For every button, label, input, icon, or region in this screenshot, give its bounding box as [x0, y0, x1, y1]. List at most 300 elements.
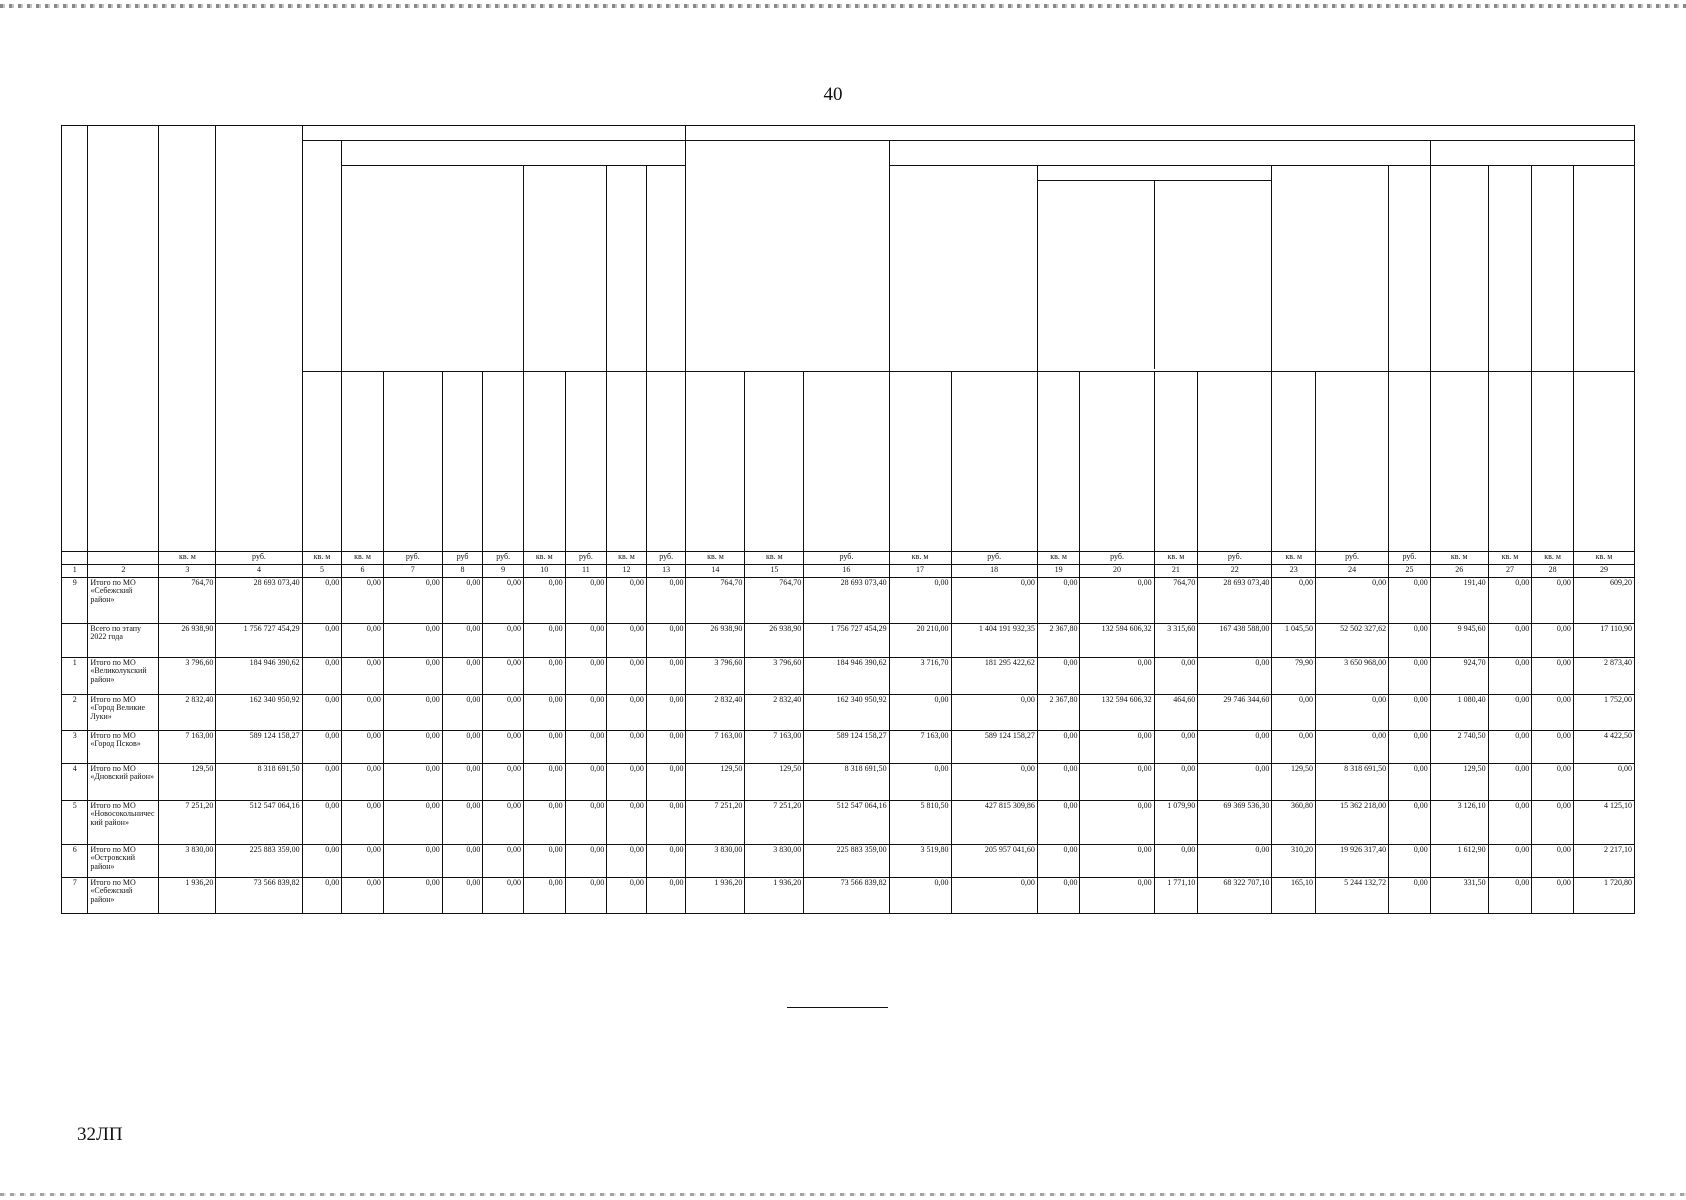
- column-number: 19: [1037, 565, 1080, 578]
- table-row: [62, 658, 1635, 695]
- value-cell: 26 938,90: [686, 624, 745, 658]
- unit-cell: руб.: [383, 552, 442, 565]
- value-cell: 0,00: [951, 578, 1037, 624]
- column-number: 14: [686, 565, 745, 578]
- value-cell: 0,00: [565, 624, 607, 658]
- value-cell: 0,00: [1198, 845, 1272, 878]
- value-cell: 0,00: [383, 878, 442, 914]
- column-number: 5: [302, 565, 342, 578]
- value-cell: 0,00: [951, 878, 1037, 914]
- value-cell: 0,00: [1488, 731, 1532, 764]
- document-code: 32ЛП: [77, 1124, 123, 1145]
- header-group-a: [302, 126, 686, 141]
- value-cell: 0,00: [1080, 731, 1154, 764]
- header-b-exchange: [1573, 166, 1634, 372]
- value-cell: 0,00: [442, 731, 483, 764]
- unit-cell: кв. м: [1037, 552, 1080, 565]
- value-cell: 0,00: [1080, 658, 1154, 695]
- value-cell: 0,00: [302, 731, 342, 764]
- scan-edge-bottom: [0, 1193, 1686, 1196]
- value-cell: 589 124 158,27: [951, 731, 1037, 764]
- value-cell: 0,00: [1573, 764, 1634, 801]
- value-cell: 0,00: [523, 731, 565, 764]
- closing-rule: [787, 1007, 888, 1008]
- value-cell: 0,00: [1316, 731, 1389, 764]
- header-col-14: [686, 372, 745, 552]
- unit-cell: руб.: [1198, 552, 1272, 565]
- value-cell: 3 650 968,00: [1316, 658, 1389, 695]
- value-cell: 1 756 727 454,29: [804, 624, 889, 658]
- value-cell: 0,00: [1488, 801, 1532, 845]
- value-cell: 0,00: [646, 624, 686, 658]
- value-cell: 0,00: [523, 578, 565, 624]
- value-cell: 73 566 839,82: [216, 878, 302, 914]
- value-cell: 0,00: [565, 764, 607, 801]
- value-cell: 0,00: [1389, 845, 1431, 878]
- table-body: [62, 578, 1635, 914]
- value-cell: 609,20: [1573, 578, 1634, 624]
- row-number: 9: [62, 578, 88, 624]
- header-b-buy-dev-service: [1155, 181, 1271, 369]
- row-municipality: Итого по МО «Себежский район»: [88, 878, 159, 914]
- row-number: 6: [62, 845, 88, 878]
- value-cell: 0,00: [483, 801, 524, 845]
- value-cell: 2 740,50: [1430, 731, 1488, 764]
- value-cell: 129,50: [159, 764, 216, 801]
- value-cell: 0,00: [565, 658, 607, 695]
- value-cell: 0,00: [342, 658, 384, 695]
- column-number: 7: [383, 565, 442, 578]
- value-cell: 7 251,20: [686, 801, 745, 845]
- value-cell: 2 367,80: [1037, 624, 1080, 658]
- value-cell: 0,00: [1532, 845, 1574, 878]
- value-cell: 8 318 691,50: [804, 764, 889, 801]
- value-cell: 0,00: [302, 801, 342, 845]
- value-cell: 0,00: [483, 764, 524, 801]
- value-cell: 0,00: [1198, 764, 1272, 801]
- value-cell: 73 566 839,82: [804, 878, 889, 914]
- value-cell: 0,00: [342, 695, 384, 731]
- header-col-24: [1316, 372, 1389, 552]
- value-cell: 20 210,00: [889, 624, 951, 658]
- value-cell: 0,00: [1080, 845, 1154, 878]
- value-cell: 0,00: [1389, 695, 1431, 731]
- value-cell: 0,00: [483, 578, 524, 624]
- header-col-7: [383, 372, 442, 552]
- value-cell: 0,00: [523, 878, 565, 914]
- value-cell: 68 322 707,10: [1198, 878, 1272, 914]
- value-cell: 0,00: [1532, 764, 1574, 801]
- header-col-11: [565, 372, 607, 552]
- row-number: 1: [62, 658, 88, 695]
- value-cell: 0,00: [383, 731, 442, 764]
- header-b-buy-dev-title: [1038, 166, 1272, 181]
- row-number: 7: [62, 878, 88, 914]
- column-number: 18: [951, 565, 1037, 578]
- value-cell: 0,00: [607, 658, 647, 695]
- value-cell: 0,00: [1037, 658, 1080, 695]
- value-cell: 7 163,00: [159, 731, 216, 764]
- value-cell: 0,00: [1389, 731, 1431, 764]
- value-cell: 0,00: [607, 801, 647, 845]
- value-cell: 0,00: [1532, 731, 1574, 764]
- value-cell: 0,00: [1488, 695, 1532, 731]
- value-cell: 2 832,40: [159, 695, 216, 731]
- value-cell: 28 693 073,40: [1198, 578, 1272, 624]
- value-cell: 3 830,00: [686, 845, 745, 878]
- value-cell: 79,90: [1272, 658, 1316, 695]
- column-number: 16: [804, 565, 889, 578]
- value-cell: 0,00: [302, 845, 342, 878]
- value-cell: 17 110,90: [1573, 624, 1634, 658]
- value-cell: 0,00: [383, 801, 442, 845]
- value-cell: 0,00: [442, 695, 483, 731]
- value-cell: 0,00: [1389, 624, 1431, 658]
- value-cell: 5 244 132,72: [1316, 878, 1389, 914]
- value-cell: 0,00: [565, 878, 607, 914]
- value-cell: 162 340 950,92: [804, 695, 889, 731]
- header-col-25: [1389, 372, 1431, 552]
- unit-cell: кв. м: [607, 552, 647, 565]
- column-number: 23: [1272, 565, 1316, 578]
- value-cell: 28 693 073,40: [216, 578, 302, 624]
- table-row: [62, 624, 1635, 658]
- value-cell: 0,00: [342, 845, 384, 878]
- units-row: [62, 552, 1635, 565]
- value-cell: 0,00: [483, 731, 524, 764]
- value-cell: 3 830,00: [745, 845, 804, 878]
- unit-cell: кв. м: [686, 552, 745, 565]
- value-cell: 3 830,00: [159, 845, 216, 878]
- value-cell: 129,50: [1272, 764, 1316, 801]
- value-cell: 7 163,00: [889, 731, 951, 764]
- value-cell: 0,00: [1080, 878, 1154, 914]
- column-number: 17: [889, 565, 951, 578]
- row-number: 4: [62, 764, 88, 801]
- value-cell: 0,00: [1198, 731, 1272, 764]
- value-cell: 0,00: [1272, 695, 1316, 731]
- value-cell: 0,00: [302, 658, 342, 695]
- row-municipality: Итого по МО «Город Великие Луки»: [88, 695, 159, 731]
- header-total-cost: [216, 126, 302, 552]
- value-cell: 0,00: [1488, 578, 1532, 624]
- table-row: [62, 801, 1635, 845]
- value-cell: 764,70: [159, 578, 216, 624]
- value-cell: 0,00: [951, 764, 1037, 801]
- value-cell: 0,00: [646, 658, 686, 695]
- header-col-6: [342, 372, 384, 552]
- row-municipality: Итого по МО «Новосокольнический район»: [88, 801, 159, 845]
- value-cell: 0,00: [1037, 764, 1080, 801]
- column-number: 28: [1532, 565, 1574, 578]
- header-b-total: [686, 141, 889, 372]
- value-cell: 0,00: [1037, 731, 1080, 764]
- header-col-16: [804, 372, 889, 552]
- value-cell: 589 124 158,27: [216, 731, 302, 764]
- table-row: [62, 878, 1635, 914]
- value-cell: 0,00: [442, 764, 483, 801]
- value-cell: 0,00: [1037, 845, 1080, 878]
- value-cell: 5 810,50: [889, 801, 951, 845]
- value-cell: 0,00: [342, 801, 384, 845]
- resettlement-table: [61, 125, 1635, 914]
- value-cell: 0,00: [523, 845, 565, 878]
- value-cell: 0,00: [442, 845, 483, 878]
- value-cell: 0,00: [1488, 878, 1532, 914]
- column-number: 22: [1198, 565, 1272, 578]
- value-cell: 0,00: [442, 878, 483, 914]
- scan-edge-top: [0, 4, 1686, 8]
- value-cell: 0,00: [1080, 801, 1154, 845]
- value-cell: 0,00: [442, 578, 483, 624]
- unit-cell: кв. м: [1573, 552, 1634, 565]
- row-municipality: Итого по МО «Себежский район»: [88, 578, 159, 624]
- unit-cell: руб.: [646, 552, 686, 565]
- value-cell: 0,00: [607, 731, 647, 764]
- column-number: 2: [88, 565, 159, 578]
- value-cell: 129,50: [1430, 764, 1488, 801]
- value-cell: 184 946 390,62: [216, 658, 302, 695]
- value-cell: 2 832,40: [686, 695, 745, 731]
- value-cell: 15 362 218,00: [1316, 801, 1389, 845]
- table-header: [62, 126, 1635, 578]
- value-cell: 0,00: [889, 578, 951, 624]
- value-cell: 310,20: [1272, 845, 1316, 878]
- column-number: 8: [442, 565, 483, 578]
- value-cell: 3 519,80: [889, 845, 951, 878]
- value-cell: 0,00: [607, 764, 647, 801]
- value-cell: 3 796,60: [159, 658, 216, 695]
- unit-cell: руб.: [216, 552, 302, 565]
- value-cell: 0,00: [342, 731, 384, 764]
- value-cell: 2 873,40: [1573, 658, 1634, 695]
- column-number: 13: [646, 565, 686, 578]
- row-municipality: Итого по МО «Дновский район»: [88, 764, 159, 801]
- value-cell: 0,00: [383, 845, 442, 878]
- value-cell: 7 251,20: [159, 801, 216, 845]
- value-cell: 225 883 359,00: [216, 845, 302, 878]
- value-cell: 0,00: [565, 801, 607, 845]
- value-cell: 512 547 064,16: [804, 801, 889, 845]
- value-cell: 0,00: [607, 695, 647, 731]
- value-cell: 28 693 073,40: [804, 578, 889, 624]
- value-cell: 0,00: [646, 764, 686, 801]
- value-cell: 0,00: [383, 764, 442, 801]
- value-cell: 0,00: [483, 624, 524, 658]
- header-col-12: [607, 372, 647, 552]
- value-cell: 29 746 344,60: [1198, 695, 1272, 731]
- value-cell: 764,70: [686, 578, 745, 624]
- value-cell: 0,00: [1037, 878, 1080, 914]
- header-col-21: [1154, 372, 1198, 552]
- column-number: 9: [483, 565, 524, 578]
- header-no: [62, 126, 88, 552]
- value-cell: 1 404 191 932,35: [951, 624, 1037, 658]
- column-numbers-row: [62, 565, 1635, 578]
- unit-cell: руб.: [565, 552, 607, 565]
- header-total-area: [159, 126, 216, 552]
- row-number: 3: [62, 731, 88, 764]
- value-cell: 3 315,60: [1154, 624, 1198, 658]
- value-cell: 3 796,60: [686, 658, 745, 695]
- value-cell: 0,00: [1316, 578, 1389, 624]
- row-municipality: Итого по МО «Великолукский район»: [88, 658, 159, 695]
- value-cell: 0,00: [1532, 624, 1574, 658]
- value-cell: 0,00: [342, 878, 384, 914]
- unit-cell: кв. м: [1430, 552, 1488, 565]
- value-cell: 3 796,60: [745, 658, 804, 695]
- header-group-b: [686, 126, 1635, 141]
- value-cell: 0,00: [1488, 764, 1532, 801]
- value-cell: 0,00: [1532, 658, 1574, 695]
- header-a-incl: [342, 141, 686, 166]
- unit-cell: кв. м: [1154, 552, 1198, 565]
- value-cell: 0,00: [1154, 764, 1198, 801]
- header-col-13: [646, 372, 686, 552]
- row-number: 2: [62, 695, 88, 731]
- value-cell: 26 938,90: [159, 624, 216, 658]
- value-cell: 4 125,10: [1573, 801, 1634, 845]
- table-row: [62, 845, 1635, 878]
- value-cell: 0,00: [342, 764, 384, 801]
- value-cell: 0,00: [1080, 578, 1154, 624]
- row-number: [62, 624, 88, 658]
- column-number: 27: [1488, 565, 1532, 578]
- unit-cell: руб.: [1316, 552, 1389, 565]
- unit-cell: руб.: [483, 552, 524, 565]
- header-b-buy-dev: [1037, 166, 1272, 372]
- value-cell: 1 612,90: [1430, 845, 1488, 878]
- value-cell: 0,00: [342, 624, 384, 658]
- table-row: [62, 578, 1635, 624]
- value-cell: 360,80: [1272, 801, 1316, 845]
- value-cell: 0,00: [1488, 658, 1532, 695]
- value-cell: 427 815 309,86: [951, 801, 1037, 845]
- value-cell: 1 771,10: [1154, 878, 1198, 914]
- value-cell: 0,00: [1037, 578, 1080, 624]
- header-a-provision: [646, 166, 686, 372]
- column-number: 15: [745, 565, 804, 578]
- unit-cell: кв. м: [889, 552, 951, 565]
- value-cell: 0,00: [442, 624, 483, 658]
- value-cell: 1 936,20: [159, 878, 216, 914]
- value-cell: 1 936,20: [686, 878, 745, 914]
- row-municipality: Итого по МО «Город Псков»: [88, 731, 159, 764]
- value-cell: 0,00: [1272, 578, 1316, 624]
- column-number: 26: [1430, 565, 1488, 578]
- header-col-23: [1272, 372, 1316, 552]
- value-cell: 0,00: [1154, 845, 1198, 878]
- value-cell: 0,00: [442, 658, 483, 695]
- header-b-further: [1430, 141, 1634, 166]
- value-cell: 132 594 606,32: [1080, 624, 1154, 658]
- value-cell: 1 720,80: [1573, 878, 1634, 914]
- table-row: [62, 695, 1635, 731]
- value-cell: 0,00: [646, 695, 686, 731]
- value-cell: 464,60: [1154, 695, 1198, 731]
- value-cell: 0,00: [951, 695, 1037, 731]
- page-number: 40: [823, 84, 843, 105]
- value-cell: 2 832,40: [745, 695, 804, 731]
- unit-cell: руб.: [951, 552, 1037, 565]
- value-cell: 0,00: [1532, 878, 1574, 914]
- header-b-buy-cost: [1389, 166, 1431, 372]
- value-cell: 132 594 606,32: [1080, 695, 1154, 731]
- header-col-10: [523, 372, 565, 552]
- value-cell: 4 422,50: [1573, 731, 1634, 764]
- row-municipality: Всего по этапу 2022 года: [88, 624, 159, 658]
- value-cell: 589 124 158,27: [804, 731, 889, 764]
- column-number: 29: [1573, 565, 1634, 578]
- unit-cell: руб: [442, 552, 483, 565]
- header-col-9: [483, 372, 524, 552]
- unit-cell: кв. м: [1488, 552, 1532, 565]
- value-cell: 19 926 317,40: [1316, 845, 1389, 878]
- unit-cell: руб.: [1080, 552, 1154, 565]
- unit-cell: кв. м: [523, 552, 565, 565]
- header-col-17: [889, 372, 951, 552]
- value-cell: 764,70: [745, 578, 804, 624]
- value-cell: 0,00: [889, 878, 951, 914]
- column-number: 21: [1154, 565, 1198, 578]
- column-number: 20: [1080, 565, 1154, 578]
- value-cell: 0,00: [1532, 801, 1574, 845]
- unit-cell: кв. м: [745, 552, 804, 565]
- header-b-social: [1430, 166, 1488, 372]
- value-cell: 0,00: [523, 801, 565, 845]
- unit-cell: руб.: [1389, 552, 1431, 565]
- header-col-22: [1198, 372, 1272, 552]
- column-number: 25: [1389, 565, 1431, 578]
- value-cell: 8 318 691,50: [216, 764, 302, 801]
- header-b-buy-nondev: [1272, 166, 1389, 372]
- value-cell: 0,00: [565, 731, 607, 764]
- value-cell: 0,00: [383, 578, 442, 624]
- value-cell: 2 217,10: [1573, 845, 1634, 878]
- value-cell: 0,00: [483, 845, 524, 878]
- value-cell: 3 126,10: [1430, 801, 1488, 845]
- value-cell: 8 318 691,50: [1316, 764, 1389, 801]
- unit-cell: кв. м: [342, 552, 384, 565]
- value-cell: 0,00: [1389, 764, 1431, 801]
- header-col-29: [1573, 372, 1634, 552]
- value-cell: 225 883 359,00: [804, 845, 889, 878]
- header-a-free: [607, 166, 647, 372]
- value-cell: 184 946 390,62: [804, 658, 889, 695]
- value-cell: 0,00: [1272, 731, 1316, 764]
- value-cell: 0,00: [1488, 845, 1532, 878]
- value-cell: 1 936,20: [745, 878, 804, 914]
- header-municipality: [88, 126, 159, 552]
- value-cell: 0,00: [1389, 801, 1431, 845]
- column-number: 10: [523, 565, 565, 578]
- header-b-lease1: [1488, 166, 1532, 372]
- value-cell: 0,00: [646, 845, 686, 878]
- header-b-buy-dev-constr: [1038, 181, 1155, 369]
- value-cell: 9 945,60: [1430, 624, 1488, 658]
- value-cell: 0,00: [1198, 658, 1272, 695]
- value-cell: 0,00: [646, 878, 686, 914]
- value-cell: 1 079,90: [1154, 801, 1198, 845]
- value-cell: 0,00: [483, 695, 524, 731]
- value-cell: 0,00: [1316, 695, 1389, 731]
- value-cell: 205 957 041,60: [951, 845, 1037, 878]
- header-col-19: [1037, 372, 1080, 552]
- header-a-total: [302, 141, 342, 372]
- value-cell: 0,00: [523, 695, 565, 731]
- header-col-15: [745, 372, 804, 552]
- header-col-8: [442, 372, 483, 552]
